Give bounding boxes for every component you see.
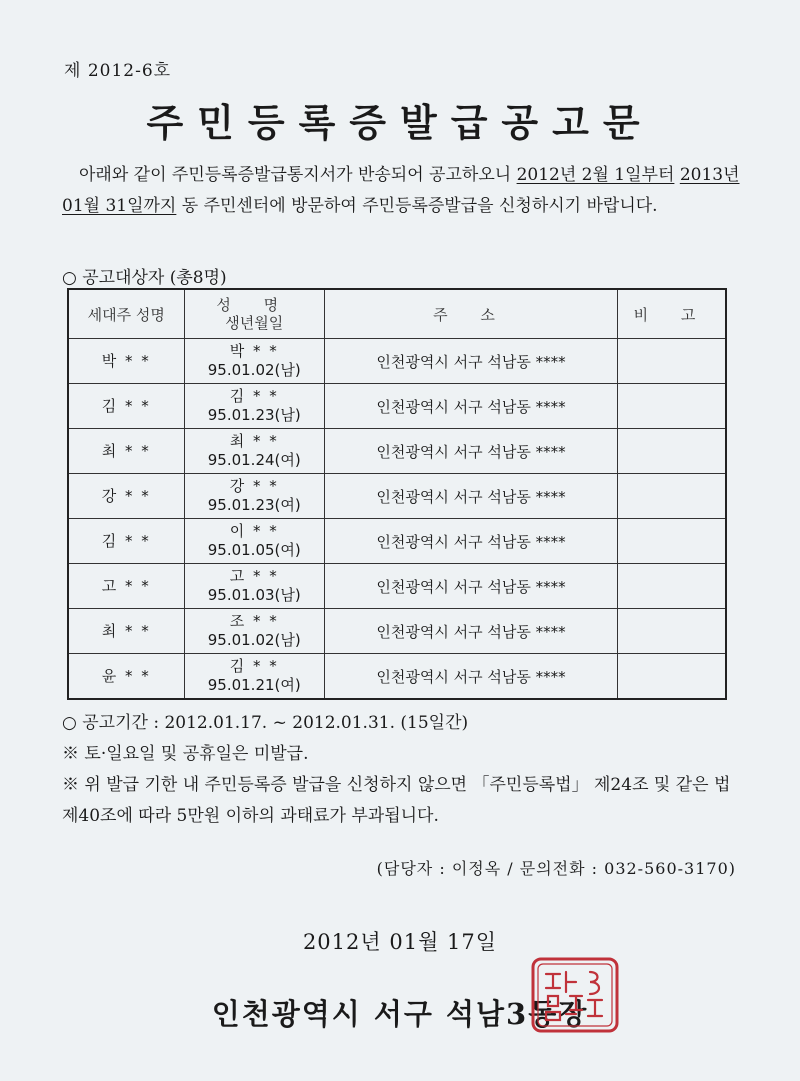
- cell-householder: [68, 564, 184, 609]
- householder-name: 김 * *: [101, 396, 151, 415]
- cell-name-birth: [184, 519, 324, 564]
- header-householder: 세대주 성명: [68, 289, 184, 339]
- cell-householder: [68, 429, 184, 474]
- cell-remarks: [618, 384, 726, 429]
- notes-section: [62, 708, 752, 832]
- householder-name: 강 * *: [101, 486, 151, 505]
- householder-name: 최 * *: [101, 441, 151, 460]
- recipient-birth: 95.01.05(여): [207, 541, 301, 559]
- target-heading: ○ 공고대상자 (총8명): [62, 268, 227, 288]
- header-address: 주 소: [324, 289, 617, 339]
- cell-householder: [68, 609, 184, 654]
- cell-address: 인천광역시 서구 석남동 ****: [324, 609, 617, 654]
- recipient-birth: 95.01.23(남): [207, 406, 301, 424]
- cell-remarks: [618, 339, 726, 384]
- intro-text-3: 동 주민센터에 방문하여 주민등록증발급을 신청하시기 바랍니다.: [176, 196, 658, 216]
- cell-address: 인천광역시 서구 석남동 ****: [324, 339, 617, 384]
- recipient-name: 박 * *: [229, 342, 279, 360]
- table-row: [68, 654, 726, 700]
- recipient-name: 김 * *: [229, 387, 279, 405]
- table-row: [68, 384, 726, 429]
- period-start: 2012년 2월 1일부터: [516, 165, 675, 185]
- cell-name-birth: [184, 339, 324, 384]
- cell-householder: [68, 339, 184, 384]
- contact-info: (담당자 : 이정옥 / 문의전화 : 032-560-3170): [376, 859, 736, 878]
- cell-address: 인천광역시 서구 석남동 ****: [324, 654, 617, 700]
- recipient-name: 강 * *: [229, 477, 279, 495]
- notice-period: ○ 공고기간 : 2012.01.17. ~ 2012.01.31. (15일간): [62, 713, 469, 733]
- document-number: 제 2012-6호: [64, 61, 172, 81]
- householder-name: 김 * *: [101, 531, 151, 550]
- cell-householder: [68, 384, 184, 429]
- householder-name: 최 * *: [101, 621, 151, 640]
- recipient-birth: 95.01.02(남): [207, 631, 301, 649]
- official-seal-icon: [530, 956, 620, 1034]
- cell-address: 인천광역시 서구 석남동 ****: [324, 429, 617, 474]
- note-penalty: ※ 위 발급 기한 내 주민등록증 발급을 신청하지 않으면 「주민등록법」 제24조 및 같은 법 제40조에 따라 5만원 이하의 과태료가 부과됩니다.: [62, 775, 731, 826]
- recipient-birth: 95.01.23(여): [207, 496, 301, 514]
- cell-remarks: [618, 474, 726, 519]
- issue-date: 2012년 01월 17일: [302, 930, 498, 954]
- recipient-birth: 95.01.24(여): [207, 451, 301, 469]
- recipient-table: [67, 288, 727, 700]
- header-name-birth: [184, 289, 324, 339]
- issuer-name: 인천광역시 서구 석남3동장: [211, 997, 589, 1031]
- table-body: [68, 339, 726, 700]
- intro-paragraph: [62, 160, 742, 222]
- cell-name-birth: [184, 474, 324, 519]
- cell-householder: [68, 474, 184, 519]
- cell-householder: [68, 519, 184, 564]
- recipient-name: 김 * *: [229, 657, 279, 675]
- table-row: [68, 429, 726, 474]
- cell-remarks: [618, 564, 726, 609]
- cell-address: 인천광역시 서구 석남동 ****: [324, 384, 617, 429]
- table-row: [68, 474, 726, 519]
- table-row: [68, 339, 726, 384]
- header-name: 성 명: [216, 296, 293, 314]
- note-weekend: ※ 토·일요일 및 공휴일은 미발급.: [62, 744, 309, 764]
- householder-name: 박 * *: [101, 351, 151, 370]
- cell-name-birth: [184, 564, 324, 609]
- table-header-row: [68, 289, 726, 339]
- cell-remarks: [618, 519, 726, 564]
- recipient-name: 최 * *: [229, 432, 279, 450]
- header-remarks: 비 고: [618, 289, 726, 339]
- period-end: 2013년 01월 31일까지: [62, 165, 740, 216]
- recipient-name: 조 * *: [229, 612, 279, 630]
- cell-name-birth: [184, 609, 324, 654]
- cell-name-birth: [184, 654, 324, 700]
- table-row: [68, 519, 726, 564]
- householder-name: 윤 * *: [101, 666, 151, 685]
- recipient-birth: 95.01.02(남): [207, 361, 301, 379]
- header-birth: 생년월일: [225, 314, 284, 332]
- page-title: 주민등록증발급공고문: [146, 100, 654, 145]
- cell-householder: [68, 654, 184, 700]
- intro-text-1: 아래와 같이 주민등록증발급통지서가 반송되어 공고하오니: [79, 165, 517, 185]
- cell-address: 인천광역시 서구 석남동 ****: [324, 564, 617, 609]
- cell-remarks: [618, 654, 726, 700]
- cell-address: 인천광역시 서구 석남동 ****: [324, 474, 617, 519]
- householder-name: 고 * *: [101, 576, 151, 595]
- cell-address: 인천광역시 서구 석남동 ****: [324, 519, 617, 564]
- cell-remarks: [618, 429, 726, 474]
- table-row: [68, 609, 726, 654]
- cell-remarks: [618, 609, 726, 654]
- recipient-name: 이 * *: [229, 522, 279, 540]
- table-row: [68, 564, 726, 609]
- recipient-birth: 95.01.03(남): [207, 586, 301, 604]
- recipient-name: 고 * *: [229, 567, 279, 585]
- recipient-birth: 95.01.21(여): [207, 676, 301, 694]
- cell-name-birth: [184, 429, 324, 474]
- cell-name-birth: [184, 384, 324, 429]
